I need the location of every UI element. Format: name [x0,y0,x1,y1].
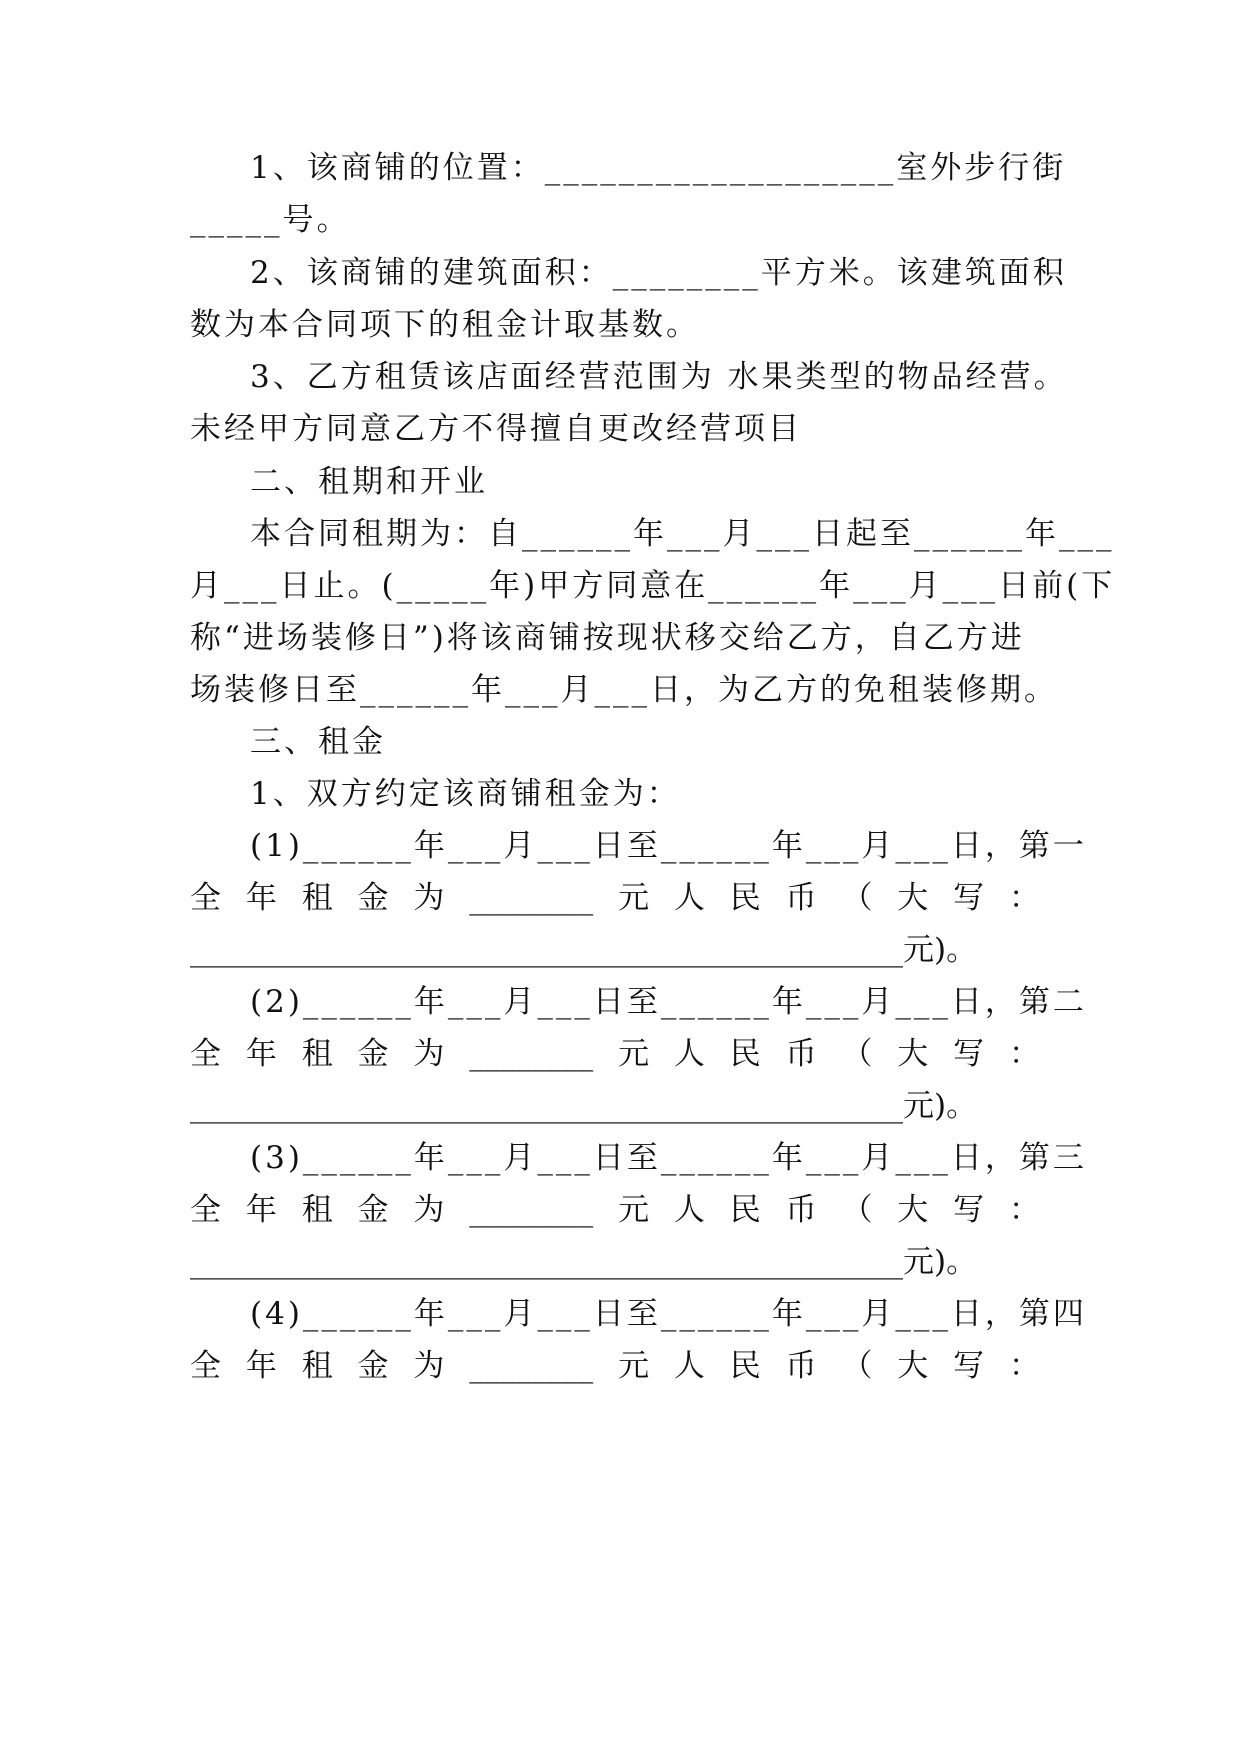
rent-period-1: (1)______年___月___日至______年___月___日，第一 [250,828,1087,864]
rent-token: （ [841,1348,873,1384]
rent-token: 元 [618,1036,650,1072]
rent-token: （ [841,1036,873,1072]
rent-token: 人 [673,1036,705,1072]
item1-line1: 1、该商铺的位置：___________________室外步行街 [250,150,1067,186]
rent-token: 租 [301,1036,333,1072]
rent-token: 人 [673,1348,705,1384]
rent-token: 元 [618,880,650,916]
rent-token: 年 [245,1348,277,1384]
rent-caps-line-1: ______________________________________________元)。 [190,932,978,968]
section-heading-lease-term: 二、租期和开业 [250,464,488,500]
rent-token: 人 [673,1192,705,1228]
item2-line2: 数为本合同项下的租金计取基数。 [190,307,700,343]
rent-token: 全 [190,1036,221,1072]
rent-token: 元 [618,1192,650,1228]
rent-amount-line-4 [190,1346,1040,1386]
item3-line2: 未经甲方同意乙方不得擅自更改经营项目 [190,411,802,447]
rent-amount-line-1 [190,878,1040,918]
rent-period-2: (2)______年___月___日至______年___月___日，第二 [250,984,1087,1020]
rent-token: 币 [785,1192,817,1228]
rent-amount-blank: ________ [469,880,594,916]
lease-term-line3: 称“进场装修日”)将该商铺按现状移交给乙方，自乙方进 [190,620,1025,656]
section-heading-rent: 三、租金 [250,724,386,760]
rent-period-4: (4)______年___月___日至______年___月___日，第四 [250,1296,1087,1332]
rent-period-3: (3)______年___月___日至______年___月___日，第三 [250,1140,1087,1176]
rent-token: ： [1008,880,1040,916]
rent-token: 大 [897,1192,929,1228]
rent-caps-line-3: ______________________________________________元)。 [190,1244,978,1280]
rent-token: 租 [301,1348,333,1384]
rent-token: 民 [729,1036,761,1072]
item2-line1: 2、该商铺的建筑面积：________平方米。该建筑面积 [250,255,1067,291]
rent-amount-blank: ________ [469,1348,594,1384]
rent-token: 币 [785,1036,817,1072]
rent-token: 金 [357,1192,389,1228]
item1-line2: _____号。 [190,202,351,238]
rent-token: 人 [673,880,705,916]
rent-token: 币 [785,880,817,916]
rent-token: 年 [245,880,277,916]
rent-token: 为 [413,1036,445,1072]
rent-token: 全 [190,880,221,916]
rent-token: 租 [301,1192,333,1228]
rent-token: 民 [729,1192,761,1228]
rent-token: 写 [953,880,985,916]
rent-token: ： [1008,1192,1040,1228]
rent-token: 为 [413,1348,445,1384]
rent-amount-blank: ________ [469,1192,594,1228]
rent-token: 全 [190,1192,221,1228]
rent-amount-line-3 [190,1190,1040,1230]
rent-token: （ [841,1192,873,1228]
rent-token: ： [1008,1348,1040,1384]
rent-token: 金 [357,1036,389,1072]
rent-token: 全 [190,1348,221,1384]
rent-token: 为 [413,1192,445,1228]
rent-intro: 1、双方约定该商铺租金为： [250,776,681,812]
rent-token: 年 [245,1036,277,1072]
rent-token: 写 [953,1036,985,1072]
item3-line1: 3、乙方租赁该店面经营范围为 水果类型的物品经营。 [250,359,1068,395]
lease-term-line2: 月___日止。(_____年)甲方同意在______年___月___日前(下 [190,568,1116,604]
rent-token: 写 [953,1348,985,1384]
rent-amount-line-2 [190,1034,1040,1074]
rent-token: 元 [618,1348,650,1384]
lease-term-line1: 本合同租期为：自______年___月___日起至______年___ [250,516,1115,552]
rent-amount-blank: ________ [469,1036,594,1072]
rent-token: 金 [357,880,389,916]
rent-token: 民 [729,1348,761,1384]
rent-token: 民 [729,880,761,916]
rent-token: 为 [413,880,445,916]
rent-token: 写 [953,1192,985,1228]
rent-token: 金 [357,1348,389,1384]
rent-token: （ [841,880,873,916]
rent-token: ： [1008,1036,1040,1072]
rent-token: 大 [897,880,929,916]
lease-term-line4: 场装修日至______年___月___日，为乙方的免租装修期。 [190,672,1058,708]
rent-token: 大 [897,1036,929,1072]
rent-token: 年 [245,1192,277,1228]
rent-token: 币 [785,1348,817,1384]
rent-token: 大 [897,1348,929,1384]
rent-token: 租 [301,880,333,916]
rent-caps-line-2: ______________________________________________元)。 [190,1088,978,1124]
